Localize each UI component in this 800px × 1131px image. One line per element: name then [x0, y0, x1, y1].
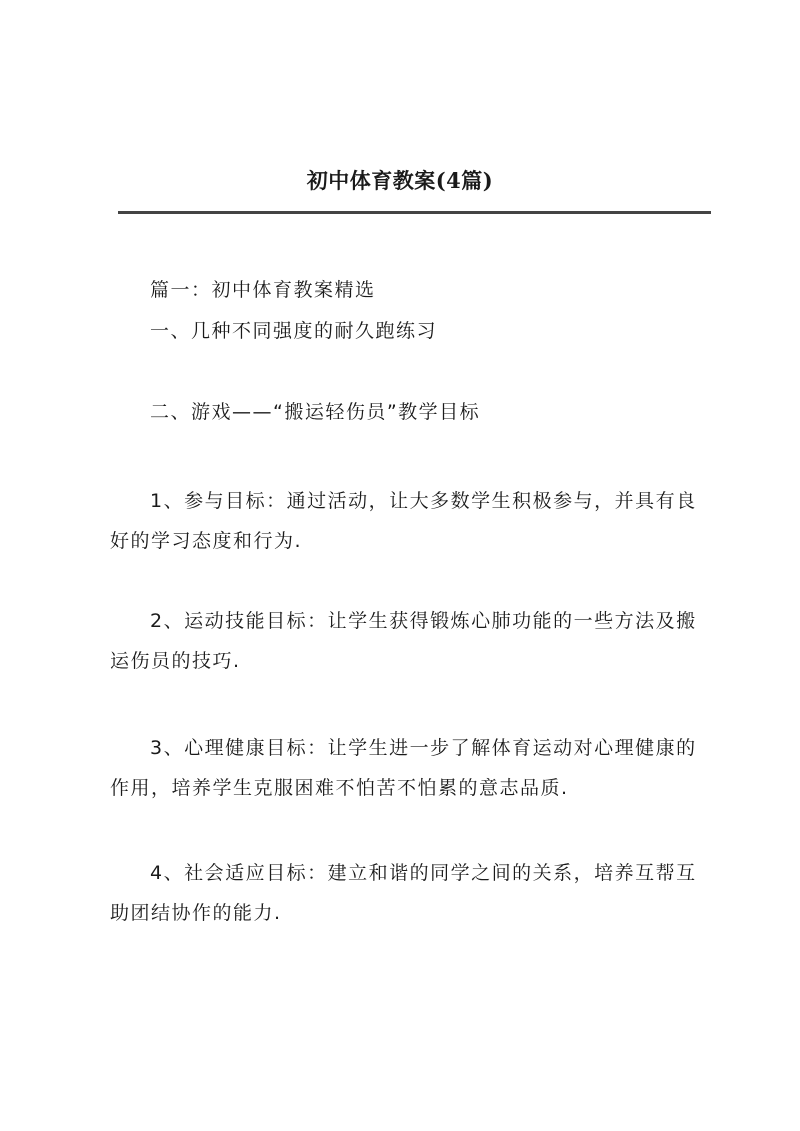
title-underline-divider — [118, 211, 711, 214]
section-heading-endurance-run: 一、几种不同强度的耐久跑练习 — [150, 320, 438, 342]
objective-mental-health: 3、心理健康目标：让学生进一步了解体育运动对心理健康的作用，培养学生克服困难不怕苦不怕累的意志品质. — [110, 737, 697, 799]
objective-participation: 1、参与目标：通过活动，让大多数学生积极参与，并具有良好的学习态度和行为. — [110, 490, 697, 552]
document-title: 初中体育教案(4篇) — [306, 168, 494, 193]
section-heading-part-one: 篇一：初中体育教案精选 — [150, 279, 376, 301]
objective-motor-skills: 2、运动技能目标：让学生获得锻炼心肺功能的一些方法及搬运伤员的技巧. — [110, 610, 697, 672]
objective-social-adaptation: 4、社会适应目标：建立和谐的同学之间的关系，培养互帮互助团结协作的能力. — [110, 862, 697, 924]
section-heading-game-objectives: 二、游戏——“搬运轻伤员”教学目标 — [150, 401, 481, 423]
